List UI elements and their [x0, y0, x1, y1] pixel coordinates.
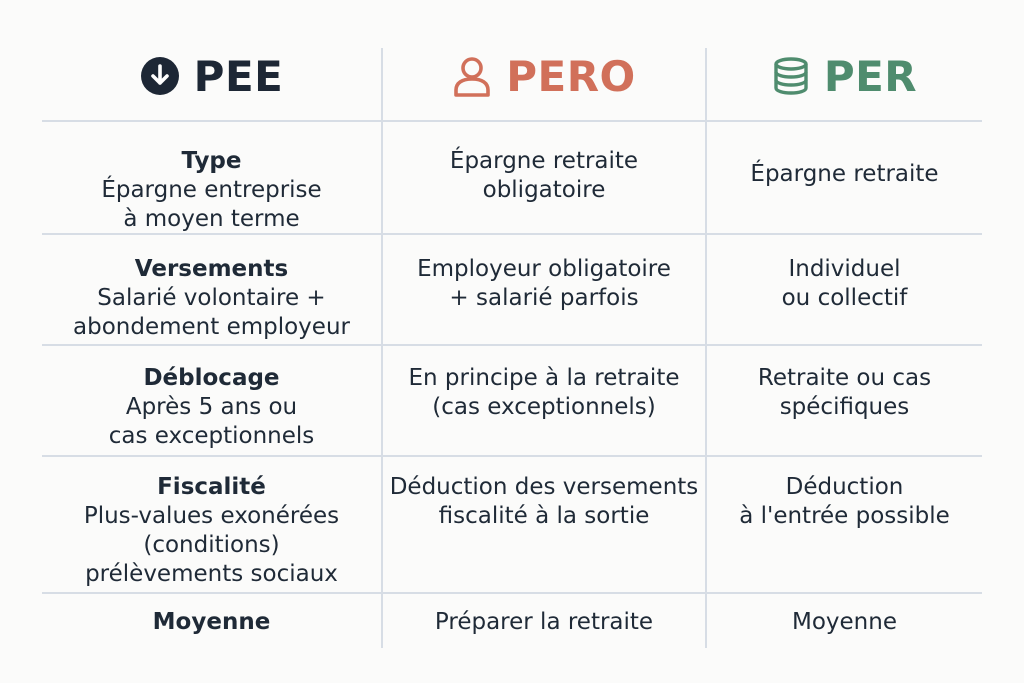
column-header-pero — [383, 50, 705, 102]
row-divider — [42, 120, 982, 122]
row-title: Versements — [134, 256, 289, 282]
cell-line: obligatoire — [482, 177, 606, 203]
cell-line: En principe à la retraite — [408, 365, 680, 391]
cell-line: (cas exceptionnels) — [432, 394, 656, 420]
cell-per-moyenne — [707, 608, 982, 637]
cell-line: Retraite ou cas — [757, 365, 932, 391]
cell-line: Employeur obligatoire — [417, 256, 671, 282]
cell-pee-deblocage — [42, 364, 381, 451]
column-divider — [381, 48, 383, 648]
column-header-label: PERO — [506, 51, 636, 101]
cell-line: cas exceptionnels — [108, 423, 315, 449]
cell-per-deblocage — [707, 364, 982, 422]
cell-line: à moyen terme — [123, 206, 300, 232]
row-title: Fiscalité — [157, 474, 266, 500]
cell-line: Épargne entreprise — [101, 177, 322, 203]
cell-pero-type — [383, 147, 705, 205]
column-divider — [705, 48, 707, 648]
column-header-label: PEE — [193, 51, 284, 101]
cell-per-fiscalite — [707, 473, 982, 531]
cell-line: (conditions) — [143, 532, 280, 558]
column-header-per — [707, 50, 982, 102]
cell-per-versements — [707, 255, 982, 313]
cell-line: à l'entrée possible — [739, 503, 950, 529]
cell-pee-type — [42, 147, 381, 234]
cell-line: fiscalité à la sortie — [438, 503, 650, 529]
arrow-down-circle-icon — [140, 56, 180, 96]
cell-line: Préparer la retraite — [434, 609, 654, 635]
cell-line: Déduction des versements — [389, 474, 699, 500]
row-divider — [42, 592, 982, 594]
cell-line: Épargne retraite — [750, 161, 939, 187]
cell-pee-fiscalite — [42, 473, 381, 589]
person-icon — [452, 55, 492, 97]
cell-pero-deblocage — [383, 364, 705, 422]
row-title: Moyenne — [152, 609, 271, 635]
cell-line: ou collectif — [781, 285, 908, 311]
row-divider — [42, 455, 982, 457]
cell-pero-moyenne — [383, 608, 705, 637]
cell-line: abondement employeur — [73, 314, 350, 340]
row-divider — [42, 344, 982, 346]
cell-pee-versements — [42, 255, 381, 342]
cell-line: Moyenne — [792, 609, 897, 635]
cell-line: prélèvements sociaux — [85, 561, 338, 587]
cell-line: Déduction — [785, 474, 904, 500]
cell-line: spécifiques — [779, 394, 910, 420]
database-stack-icon — [772, 56, 810, 96]
cell-line: Épargne retraite — [449, 148, 639, 174]
cell-pero-versements — [383, 255, 705, 313]
cell-line: + salarié parfois — [449, 285, 639, 311]
cell-line: Individuel — [788, 256, 901, 282]
cell-line: Salarié volontaire + — [97, 285, 326, 311]
cell-pee-moyenne — [42, 608, 381, 637]
column-header-label: PER — [823, 51, 918, 101]
row-title: Type — [181, 148, 242, 174]
cell-per-type — [707, 160, 982, 189]
cell-line: Après 5 ans ou — [125, 394, 298, 420]
cell-pero-fiscalite — [383, 473, 705, 531]
cell-line: Plus-values exonérées — [83, 503, 340, 529]
column-header-pee — [42, 50, 381, 102]
row-title: Déblocage — [143, 365, 280, 391]
